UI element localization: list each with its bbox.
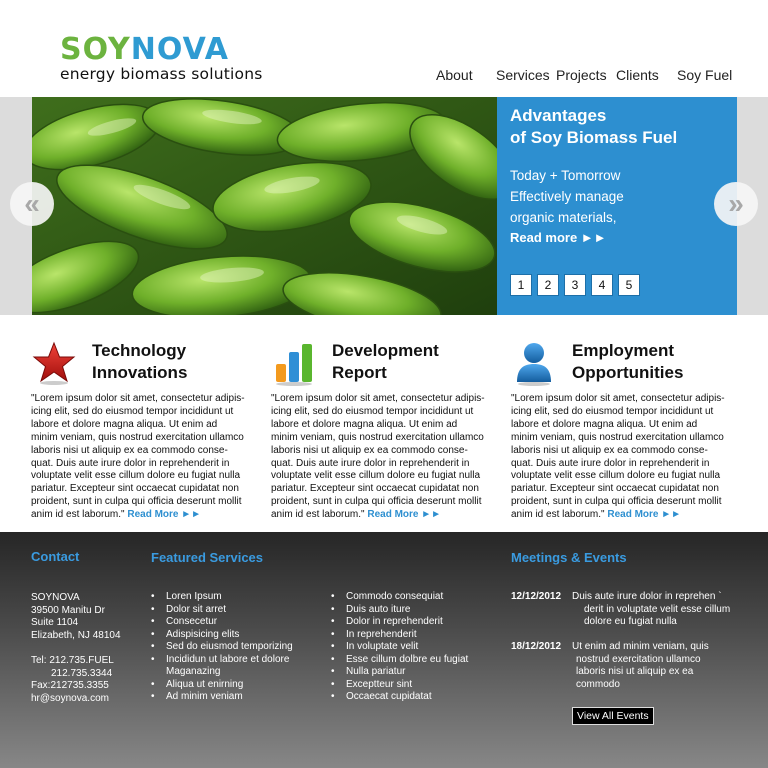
- feature-title-line1: Technology: [92, 341, 187, 360]
- prev-slide-button[interactable]: [10, 182, 54, 226]
- service-item[interactable]: • Commodo consequiat: [331, 591, 501, 604]
- event-text-line: derit in voluptate velit esse cillum: [584, 603, 731, 615]
- service-item[interactable]: • Consecetur: [151, 616, 321, 629]
- nav-clients[interactable]: Clients: [616, 67, 659, 83]
- chevron-double-left-icon: «: [24, 188, 40, 219]
- feature-read-more-link[interactable]: Read More ►►: [127, 509, 202, 521]
- services-list-2: [331, 591, 501, 704]
- feature-text: [31, 393, 259, 522]
- phone-line: 212.735.3344: [51, 667, 113, 679]
- logo-soy: SOY: [60, 32, 131, 67]
- feature-text-line: minim veniam, quis nostrud exercitation ullamco: [271, 431, 484, 443]
- logo-nova: NOVA: [130, 32, 229, 67]
- bar-chart-icon: [271, 340, 317, 386]
- service-item[interactable]: • Adispisicing elits: [151, 629, 321, 642]
- service-item[interactable]: • Incididun ut labore et dolore: [151, 654, 321, 667]
- events-heading: Meetings & Events: [511, 550, 627, 565]
- email-link[interactable]: hr@soynova.com: [31, 693, 109, 705]
- feature-text-line: voluptate velit esse cillum dolore eu fugiat nulla: [271, 470, 481, 482]
- feature-text-line: "Lorem ipsum dolor sit amet, consectetur adipis-: [511, 393, 725, 404]
- feature-text-line: labore et dolore magna aliqua. Ut enim ad: [31, 418, 218, 430]
- service-item[interactable]: • Ad minim veniam: [151, 691, 321, 704]
- feature-title-line1: Development: [332, 341, 439, 360]
- address-line: Suite 1104: [31, 617, 79, 629]
- chevron-double-right-icon: »: [728, 188, 744, 219]
- contact-address: [31, 592, 121, 643]
- hero-text-line3: organic materials,: [510, 210, 617, 225]
- hero-title-line2: of Soy Biomass Fuel: [510, 128, 678, 147]
- feature-title-line2: Opportunities: [572, 363, 684, 382]
- nav-projects[interactable]: Projects: [556, 67, 607, 83]
- feature-title: [332, 340, 439, 384]
- service-item-wrap: [151, 666, 321, 679]
- slide-pagination: [510, 274, 640, 296]
- service-item[interactable]: • Aliqua ut enirning: [151, 679, 321, 692]
- hero-text-line1: Today + Tomorrow: [510, 168, 621, 183]
- event-text-line: dolore eu fugiat nulla: [584, 616, 677, 628]
- event-text-line: laboris nisi ut aliquip ex ea: [576, 666, 694, 678]
- feature-text-line: labore et dolore magna aliqua. Ut enim ad: [271, 418, 458, 430]
- feature-text: [271, 393, 499, 522]
- feature-title-line1: Employment: [572, 341, 675, 360]
- service-item[interactable]: • Occaecat cupidatat: [331, 691, 501, 704]
- feature-read-more-link[interactable]: Read More ►►: [367, 509, 442, 521]
- hero-text: [510, 165, 730, 228]
- event-text: [572, 591, 737, 629]
- feature-text-line: quat. Duis aute irure dolor in reprehenderit in: [31, 457, 230, 469]
- service-item[interactable]: • In voluptate velit: [331, 641, 501, 654]
- feature-text-line: icing elit, sed do eiusmod tempor incididunt ut: [511, 405, 714, 417]
- feature-text-line: pariatur. Excepteur sint occaecat cupidatat non: [31, 483, 239, 495]
- next-slide-button[interactable]: [714, 182, 758, 226]
- nav-services[interactable]: Services: [496, 67, 550, 83]
- feature-text-line: pariatur. Excepteur sint occaecat cupidatat non: [271, 483, 479, 495]
- feature-text-line: anim id est laborum.": [511, 509, 605, 521]
- event-text-line: Ut enim ad minim veniam, quis: [572, 641, 709, 652]
- feature-text-line: icing elit, sed do eiusmod tempor incididunt ut: [31, 405, 234, 417]
- feature-text-line: icing elit, sed do eiusmod tempor incididunt ut: [271, 405, 474, 417]
- nav-soy-fuel[interactable]: Soy Fuel: [677, 67, 733, 83]
- feature-text-line: minim veniam, quis nostrud exercitation ullamco: [511, 431, 724, 443]
- feature-text-line: quat. Duis aute irure dolor in reprehenderit in: [271, 457, 470, 469]
- hero-info-panel: [497, 97, 737, 315]
- feature-title-line2: Report: [332, 363, 387, 382]
- event-text-line: commodo: [576, 679, 620, 691]
- feature-text-line: proident, sunt in culpa qui officia deserunt mollit: [31, 496, 242, 508]
- feature-text-line: laboris nisi ut aliquip ex ea commodo conse-: [511, 444, 708, 456]
- fax-line: Fax:212735.3355: [31, 680, 109, 692]
- feature-text-last-line: [31, 509, 259, 522]
- hero-slider: [0, 97, 768, 315]
- slide-page-4[interactable]: 4: [591, 274, 613, 296]
- feature-text-line: laboris nisi ut aliquip ex ea commodo conse-: [271, 444, 468, 456]
- soybean-pods-image: [32, 97, 497, 315]
- slide-page-5[interactable]: 5: [618, 274, 640, 296]
- service-item[interactable]: • Dolor in reprehenderit: [331, 616, 501, 629]
- address-line: 39500 Manitu Dr: [31, 604, 105, 616]
- event-text-line: Duis aute irure dolor in reprehen `: [572, 591, 722, 602]
- feature-read-more-link[interactable]: Read More ►►: [607, 509, 682, 521]
- feature-text-line: pariatur. Excepteur sint occaecat cupidatat non: [511, 483, 719, 495]
- main-nav: [0, 67, 768, 85]
- feature-text-line: minim veniam, quis nostrud exercitation ullamco: [31, 431, 244, 443]
- feature-title: [92, 340, 187, 384]
- contact-phones: [31, 655, 114, 706]
- contact-heading: Contact: [31, 549, 80, 564]
- feature-title: [572, 340, 683, 384]
- feature-text-last-line: [271, 509, 499, 522]
- star-icon: [31, 340, 77, 386]
- service-item[interactable]: • Sed do eiusmod temporizing: [151, 641, 321, 654]
- feature-text-line: "Lorem ipsum dolor sit amet, consectetur adipis-: [271, 393, 485, 404]
- event-text: [572, 641, 737, 692]
- hero-read-more-link[interactable]: Read more ►►: [510, 230, 607, 245]
- feature-text-line: laboris nisi ut aliquip ex ea commodo conse-: [31, 444, 228, 456]
- feature-text-line: voluptate velit esse cillum dolore eu fugiat nulla: [511, 470, 721, 482]
- feature-text-line: voluptate velit esse cillum dolore eu fugiat nulla: [31, 470, 241, 482]
- tagline: energy biomass solutions: [60, 65, 263, 83]
- feature-text-line: anim id est laborum.": [31, 509, 125, 521]
- service-item[interactable]: • In reprehenderit: [331, 629, 501, 642]
- hero-text-line2: Effectively manage: [510, 189, 624, 204]
- service-item[interactable]: • Dolor sit arret: [151, 604, 321, 617]
- feature-title-line2: Innovations: [92, 363, 188, 382]
- feature-text-line: anim id est laborum.": [271, 509, 365, 521]
- feature-text-line: proident, sunt in culpa qui officia deserunt mollit: [271, 496, 482, 508]
- slide-page-1[interactable]: 1: [510, 274, 532, 296]
- view-all-events-button[interactable]: View All Events: [572, 707, 654, 725]
- feature-text-last-line: [511, 509, 739, 522]
- event-date: 12/12/2012: [511, 591, 562, 602]
- service-item[interactable]: • Loren Ipsum: [151, 591, 321, 604]
- slide-page-2[interactable]: 2: [537, 274, 559, 296]
- phone-line: Tel: 212.735.FUEL: [31, 655, 114, 666]
- slide-page-3[interactable]: 3: [564, 274, 586, 296]
- feature-text-line: proident, sunt in culpa qui officia deserunt mollit: [511, 496, 722, 508]
- hero-title-line1: Advantages: [510, 106, 607, 125]
- hero-title: [510, 105, 730, 149]
- services-list-1: [151, 591, 321, 704]
- feature-text-line: labore et dolore magna aliqua. Ut enim ad: [511, 418, 698, 430]
- logo-wordmark: [60, 34, 263, 66]
- service-item[interactable]: • Duis auto iture: [331, 604, 501, 617]
- nav-about[interactable]: About: [436, 67, 473, 83]
- service-item[interactable]: • Esse cillum dolbre eu fugiat: [331, 654, 501, 667]
- feature-text: [511, 393, 739, 522]
- address-line: SOYNOVA: [31, 592, 80, 603]
- service-item-continued: Maganazing: [166, 666, 221, 677]
- service-item[interactable]: • Exceptteur sint: [331, 679, 501, 692]
- services-heading: Featured Services: [151, 550, 264, 565]
- person-icon: [511, 340, 557, 386]
- feature-text-line: quat. Duis aute irure dolor in reprehenderit in: [511, 457, 710, 469]
- soybean-pods-photo: [32, 97, 497, 315]
- event-date: 18/12/2012: [511, 641, 562, 652]
- address-line: Elizabeth, NJ 48104: [31, 630, 121, 642]
- event-text-line: nostrud exercitation ullamco: [576, 653, 701, 665]
- feature-text-line: "Lorem ipsum dolor sit amet, consectetur adipis-: [31, 393, 245, 404]
- service-item[interactable]: • Nulla pariatur: [331, 666, 501, 679]
